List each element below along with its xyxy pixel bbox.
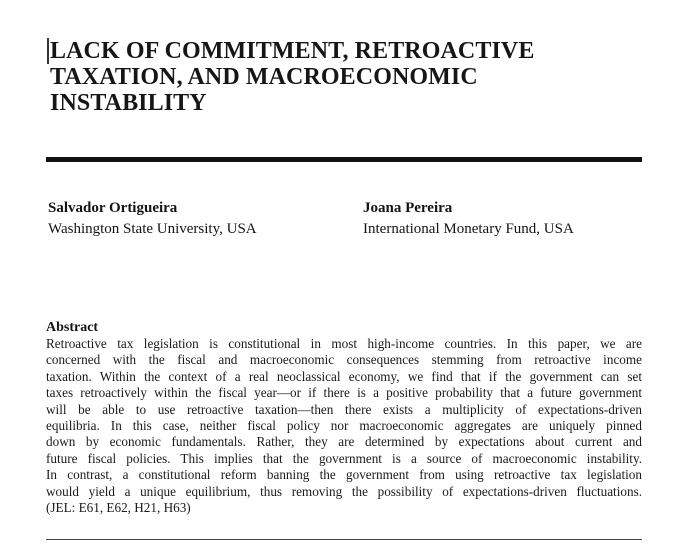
abstract-line: In contrast, a constitutional reform banning the government from using retroactive tax legislation xyxy=(46,467,642,483)
jel-codes: (JEL: E61, E62, H21, H63) xyxy=(46,500,191,516)
title-line-1: LACK OF COMMITMENT, RETROACTIVE xyxy=(50,38,535,64)
bottom-divider xyxy=(46,539,642,540)
abstract-heading: Abstract xyxy=(46,320,99,335)
abstract-line: taxation. Within the context of a real neoclassical economy, we find that if the government can set xyxy=(46,368,642,384)
abstract-line: concerned with the fiscal and macroeconomic consequences stemming from retroactive income xyxy=(46,352,642,368)
author-affiliation: Washington State University, USA xyxy=(48,221,257,237)
abstract-line: will be able to use retroactive taxation—then there exists a multiplicity of expectations-driven xyxy=(46,401,642,417)
title-divider xyxy=(46,157,642,162)
abstract-text xyxy=(46,336,642,516)
author-block-pereira xyxy=(363,198,574,240)
abstract-line: would yield a unique equilibrium, thus removing the possibility of expectations-driven fluctuations. xyxy=(46,483,642,499)
author-block-ortigueira xyxy=(48,198,257,240)
title-line-3: INSTABILITY xyxy=(50,90,207,116)
abstract-line: taxes retroactively within the fiscal year—or if there is a positive probability that a future government xyxy=(46,385,642,401)
author-affiliation: International Monetary Fund, USA xyxy=(363,221,574,237)
abstract-line: down by economic fundamentals. Rather, they are determined by expectations about current and xyxy=(46,434,642,450)
abstract-line: equilibria. In this case, neither fiscal policy nor macroeconomic aggregates are uniquely pinned xyxy=(46,418,642,434)
author-name: Salvador Ortigueira xyxy=(48,200,178,216)
abstract-line: Retroactive tax legislation is constitutional in most high-income countries. In this paper, we are xyxy=(46,336,642,351)
paper-title xyxy=(50,38,650,116)
abstract-line: future fiscal policies. This implies that the government is a source of macroeconomic instability. xyxy=(46,450,642,466)
title-line-2: TAXATION, AND MACROECONOMIC xyxy=(50,64,478,90)
text-cursor xyxy=(47,38,49,64)
author-name: Joana Pereira xyxy=(363,200,453,216)
